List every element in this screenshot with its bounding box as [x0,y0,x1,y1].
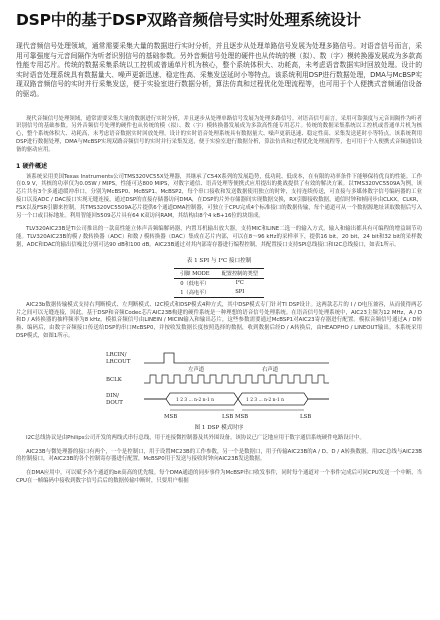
lrcin-waveform [144,353,329,363]
dsp-mode-timing-diagram [104,347,334,421]
table-header-cell: 配置控制的类型 [221,270,258,277]
left-channel-label: 左声道 [188,366,205,373]
paragraph-processor: 该系统采用美国Texas Instruments公司TMS320VC55X处理器，其继承了C54X系列的发展趋势，低功耗、低成本，在有限的功率条件下能够保持优良的性能。工作在0.9 V，其核的功率仅为0.05W / MIPS，性能可达800 MIPS，对数字通信、语音处理等便携式应用提出的挑战提供了有效的解决方案。以TMS320VC5509A为例，该芯片共有3个多通道缓冲串口，分别为McBSP0、McBSP1、McBSP2，每个串口接收和发送数据使用独立的时钟，支持连续传送，可直接与多媒体数字信号编码器的工业接口以及ADC / DAC接口实现无缝连接，通过DSP的直接存储器访问DMA，在DSP的片外存储器间实现数据交换，RX引脚接收数据，通信时钟和帧同步由CLKX，CLKR，FSX以及FSR引脚来控制。其TMS320VC5509A芯片提供6个通道DMA控制器，可独立于CPU完成4个标准接口的数据传输，每个通道可从一个数据源地址读取数据后写入另一个口或目标地址。利用智能回5509芯片具有64 K双访问RAM，其结构由8个4 kB+16位的块组成。 [16,173,422,219]
section-heading-hardware: 1 硬件概述 [16,162,48,170]
abstract-paragraph: 现代音频信号处理领域，通常需要采集大量的数据进行实时分析，并且逐步从处理单路信号发展为处理多路信号。对语音信号而言，采用可靠强度与元音间隔作为听者识别信号的基础参数。另外音频信号处理的硬件也从传统的模（拟）、数（字）模转换器发展成为多款高性能专用芯片。传统的数据采集系统以工控机或普通单片机为核心，整个系统体积大、功耗高，未考虑语音数据实时回放处理。设计的实时语音处理系统具有数据量大、噪声更新迅速、稳定性高、采集发送延时小等特点。该系统利用DSP进行数据处理，DMA与McBSP实现双路音频信号的实时并行采集发送，便于实验室进行数据分析，算法仿真和过程优化处理流程等，也可用于个人便携式音频通信设备的驱动。 [16,42,422,98]
data-waveform-bottom [144,399,329,405]
data-bits-right: 1 2 3 ... n-2 n-1 n [246,397,284,403]
bclk-waveform [144,375,329,383]
table-cell: I²C [235,280,244,287]
paragraph-codec: TLV320AIC23B是TI公司推出的一款高性能立体声音频编解码器，内置耳机输出放大器，支持MIC和LINE二选一的输入方式。输入和输出都具有可编程的增益调节功能。TLV320AIC23B的模 / 数转换器（ADC）和数 / 模转换器（DAC）集成在芯片内部，可以在8～96 kHz的采样率下，提供16 bit、20 bit、24 bit和32 bit的采样数据，ADC和DAC的输出信噪比分别可达90 dB和100 dB。AIC23B通过对其内部寄存器进行编程控制，其配置接口支持SPI总线接口和I2C总线接口，如表1所示。 [16,226,422,248]
figure-1-caption: 图 1 DSP 模式时序 [194,424,244,431]
lsb-label: LSB [300,413,312,420]
table-cell: 0（低电平） [180,280,210,287]
paragraph-interface: AIC23B与微处理器的接口有两个，一个是控制口，用于设置MC23B的工作参数，另一个是数据口，用于传输AIC23B的A / D、D / A转换数据。用I2C总线与AIC23B的控制接口，对AIC23B的各个控制寄存器进行配置，McBSP0用于发送与接收时钟向AIC23B发送数据。 [16,448,422,463]
table-cell: 1（高电平） [180,289,210,296]
table-header-cell: 引脚 MODE [180,270,210,277]
msb-label: MSB [164,413,178,420]
document-title: DSP中的基于DSP双路音频信号实时处理系统设计 [16,11,361,29]
data-waveform-top [144,393,329,399]
data-bits-left: 1 2 3 ... n-2 n-1 n [176,397,214,403]
table-1-block [16,256,422,298]
paragraph-dma: 在DMA应用中，可以赋予各个通道的bit高高的优先级。每个DMA通道的同步事件为McBSP串口收发事件，同时每个通道对一个事件完成后可同CPU发送一个中断，当CPU在一帧编码中接收到数字信号后后的数据传输中断时，只要用户根据 [16,470,422,484]
lsb-msb-label: LSB MSB [222,413,249,420]
table-header-row [174,268,264,278]
table-1-caption: 表 1 SPI 与 I²C 接口控制 [186,257,252,264]
signal-label-bclk: BCLK [106,376,122,383]
interface-mode-table [174,268,264,298]
table-cell: SPI [235,289,245,296]
figure-1-block [16,347,422,431]
right-channel-label: 右声道 [262,366,279,373]
paragraph-dsp-mode: AIC23b数据传输模式支持右判断模式、左判断模式、I2C模式和DSP模式4种方式，其中DSP模式专门针对TI DSP设计。这两款芯片的 I / O电压兼容，从而使得两芯片之间可以无缝连接，因此，基于DSP和音频Codec芯片AIC23B构建的硬件系统是一种理想的语音信号处理系统。在语音信号处理系统中，AIC23主频为12 MHz，A / D和D / A转换器的抽样频率为8 kHz，模拟音频信号由LINEIN / MICIN输入和输出芯片，这些参数需要通过McBSP1对AIC23寄存器进行配置。模拟音频信号通过A / D转换、编码后，由数字音频接口传送给DSP的串口McBSP0，并按收发数据长度按照选择的数据，收到数据后经D / A转换后，由HEADPHO / LINEOUT输出。本系统采用DSP模式，如图1所示。 [16,301,422,339]
signal-label-din: DIN/ [106,392,119,399]
signal-label-lrcin: LRCIN/ [106,351,127,358]
signal-label-dout: DOUT [106,399,123,406]
paragraph-i2c: I2C总线协议是由Philips公司开发的两线式串行总线，用于连接微控制器及其外围设备，该协议已广泛地应用于数字通信系统硬件电路设计中。 [26,434,365,441]
paragraph-intro: 现代音频信号处理领域，通常需要采集大量的数据进行实时分析，并且逐步从处理单路信号发展为处理多路信号。对语音信号而言，采用可靠强度与元音间隔作为听者识别信号的基础参数。另外音频信号处理的硬件也从传统的模（拟）、数（字）模转换器发展成为多款高性能专用芯片。传统的数据采集系统以工控机或普通单片机为核心，整个系统体积大、功耗高，未考虑语音数据实时回放处理。设计的实时语音处理系统具有数据量大、噪声更新迅速、稳定性高、采集发送延时小等特点。该系统利用DSP进行数据处理，DMA与McBSP实现双路音频信号的实时并行采集发送，便于实验室进行数据分析，算法仿真和过程优化处理流程等，也可用于个人便携式音频通信设备的驱动应用。 [16,115,422,153]
table-row [174,288,264,298]
table-row [174,278,264,288]
signal-label-lrcout: LRCOUT [106,358,131,365]
